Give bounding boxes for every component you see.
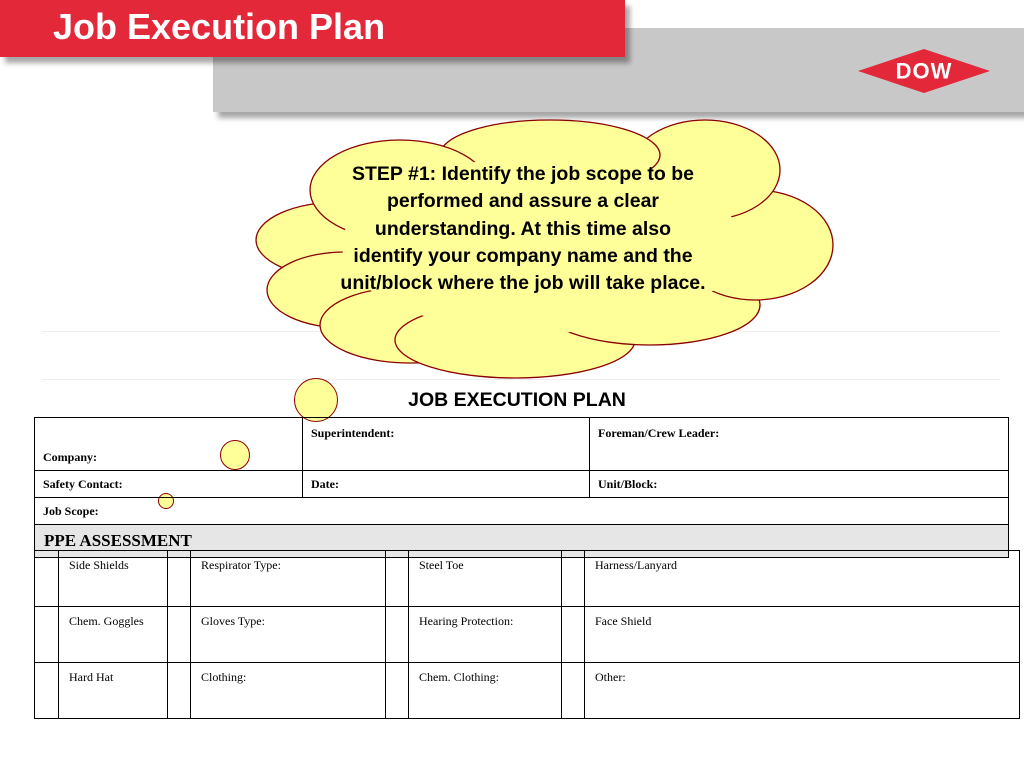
ppe-item: Other: — [585, 663, 1020, 719]
superintendent-field[interactable]: Superintendent: — [303, 418, 590, 471]
ppe-item: Chem. Clothing: — [409, 663, 562, 719]
date-field[interactable]: Date: — [303, 471, 590, 498]
ppe-item: Respirator Type: — [191, 551, 386, 607]
table-row — [35, 663, 1020, 719]
title-bar — [0, 0, 625, 57]
ppe-checkbox[interactable] — [35, 607, 59, 663]
ppe-checkbox[interactable] — [562, 663, 585, 719]
dow-logo — [857, 48, 991, 94]
ppe-item: Side Shields — [59, 551, 168, 607]
safety-contact-field[interactable]: Safety Contact: — [35, 471, 303, 498]
job-info-table — [34, 417, 1009, 558]
callout-text: STEP #1: Identify the job scope to be performed and assure a clear understanding. At this time also identify your company name and the unit/block where the job will take place. — [340, 163, 706, 295]
ppe-checkbox[interactable] — [562, 551, 585, 607]
ppe-item: Face Shield — [585, 607, 1020, 663]
ppe-checkbox[interactable] — [168, 551, 191, 607]
ppe-item: Gloves Type: — [191, 607, 386, 663]
ppe-checkbox[interactable] — [35, 551, 59, 607]
table-row — [35, 471, 1009, 498]
unit-block-field[interactable]: Unit/Block: — [590, 471, 1009, 498]
ppe-item: Hard Hat — [59, 663, 168, 719]
ppe-assessment-table — [34, 550, 1020, 719]
ppe-item: Clothing: — [191, 663, 386, 719]
ppe-checkbox[interactable] — [386, 551, 409, 607]
table-row — [35, 418, 1009, 471]
ppe-checkbox[interactable] — [168, 663, 191, 719]
company-field[interactable]: Company: — [35, 418, 303, 471]
ppe-item: Chem. Goggles — [59, 607, 168, 663]
ppe-section-title: PPE ASSESSMENT — [35, 525, 1009, 558]
ppe-checkbox[interactable] — [386, 607, 409, 663]
foreman-field[interactable]: Foreman/Crew Leader: — [590, 418, 1009, 471]
table-row — [35, 498, 1009, 525]
ppe-checkbox[interactable] — [168, 607, 191, 663]
form-heading: JOB EXECUTION PLAN — [408, 389, 626, 411]
ppe-item: Harness/Lanyard — [585, 551, 1020, 607]
table-row — [35, 551, 1020, 607]
table-row — [35, 607, 1020, 663]
ppe-checkbox[interactable] — [562, 607, 585, 663]
dow-logo-text: DOW — [895, 58, 953, 84]
page-title: Job Execution Plan — [53, 6, 386, 47]
job-scope-field[interactable]: Job Scope: — [35, 498, 1009, 525]
ppe-item: Hearing Protection: — [409, 607, 562, 663]
ppe-checkbox[interactable] — [386, 663, 409, 719]
ppe-checkbox[interactable] — [35, 663, 59, 719]
ppe-item: Steel Toe — [409, 551, 562, 607]
